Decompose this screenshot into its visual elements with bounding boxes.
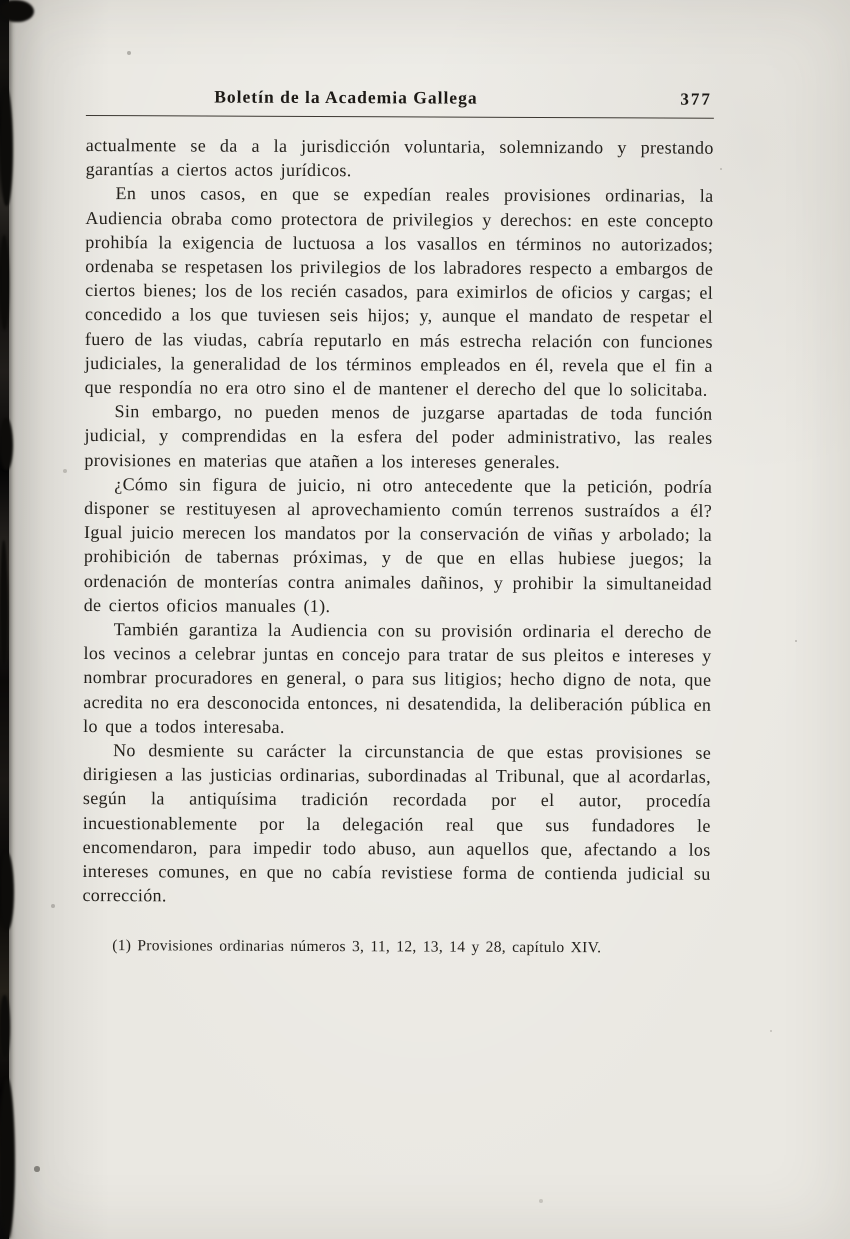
scan-artifact [0, 1078, 15, 1239]
paragraph: También garantiza la Audiencia con su provisión ordinaria el derecho de los vecinos a celebrar juntas en concejo para tratar de sus pleitos e intereses y nombrar procuradores en general, o para sus litigios; hecho digno de nota, que acredita no era desconocida entonces, ni desatendida, la deliberación pública en lo que a todos interesaba. [83, 619, 712, 737]
scan-artifact [0, 540, 8, 665]
scan-speckles [0, 0, 2, 2]
scan-artifact [0, 88, 13, 206]
page-number: 377 [680, 89, 712, 109]
scan-artifact [0, 0, 34, 22]
page-content [82, 86, 714, 959]
scan-artifact [0, 418, 13, 470]
paragraph: No desmiente su carácter la circunstancia de que estas provisiones se dirigiesen a las justicias ordinarias, subordinadas al Tribunal, que al acordarlas, según la antiquísima tradición recordada por el autor, procedía incuestionablemente por la delegación real que sus fundadores le encomendaron, para impedir todo abuso, aun aquellos que, afectando a los intereses comunes, en que no cabía revistiese forma de contienda judicial su corrección. [82, 740, 712, 906]
paragraph: actualmente se da a la jurisdicción voluntaria, solemnizando y prestando garantías a ciertos actos jurídicos. [85, 134, 714, 181]
scan-artifact [0, 852, 14, 930]
page-header [86, 86, 714, 118]
paragraph: Sin embargo, no pueden menos de juzgarse apartadas de toda función judicial, y comprendidas en la esfera del poder administrativo, las reales provisiones en materias que atañen a los intereses generales. [84, 401, 713, 472]
paragraph: En unos casos, en que se expedían reales provisiones ordinarias, la Audiencia obraba como protectora de privilegios y derechos: en este concepto prohibía la exigencia de luctuosa a los vasallos en términos no autorizados; ordenaba se respetasen los privilegios de los labradores respecto a embargos de ciertos bienes; los de los recién casados, para eximirlos de oficios y cargas; el concedido a los que tuviesen seis hijos; y, aunque el mandato de respetar el fuero de las viudas, cabría reputarlo en más estrecha relación con funciones judiciales, la generalidad de los términos empleados en él, revela que el fin a que respondía no era otro sino el de mantener el derecho del que lo solicitaba. [84, 183, 714, 400]
scan-artifact [0, 995, 10, 1057]
footnote: (1) Provisiones ordinarias números 3, 11, 12, 13, 14 y 28, capítulo XIV. [112, 936, 602, 956]
paragraph: ¿Cómo sin figura de juicio, ni otro antecedente que la petición, podría disponer se restituyesen al aprovechamiento común terrenos sustraídos a él? Igual juicio merecen los mandatos por la conservación de viñas y arbolado; la prohibición de tabernas próximas, y de que en ellas hubiese juegos; la ordenación de monterías contra animales dañinos, y prohibir la simultaneidad de ciertos oficios manuales (1). [83, 473, 713, 616]
page-body [82, 133, 713, 910]
journal-title: Boletín de la Academia Gallega [214, 86, 478, 108]
scan-artifact [0, 235, 9, 330]
